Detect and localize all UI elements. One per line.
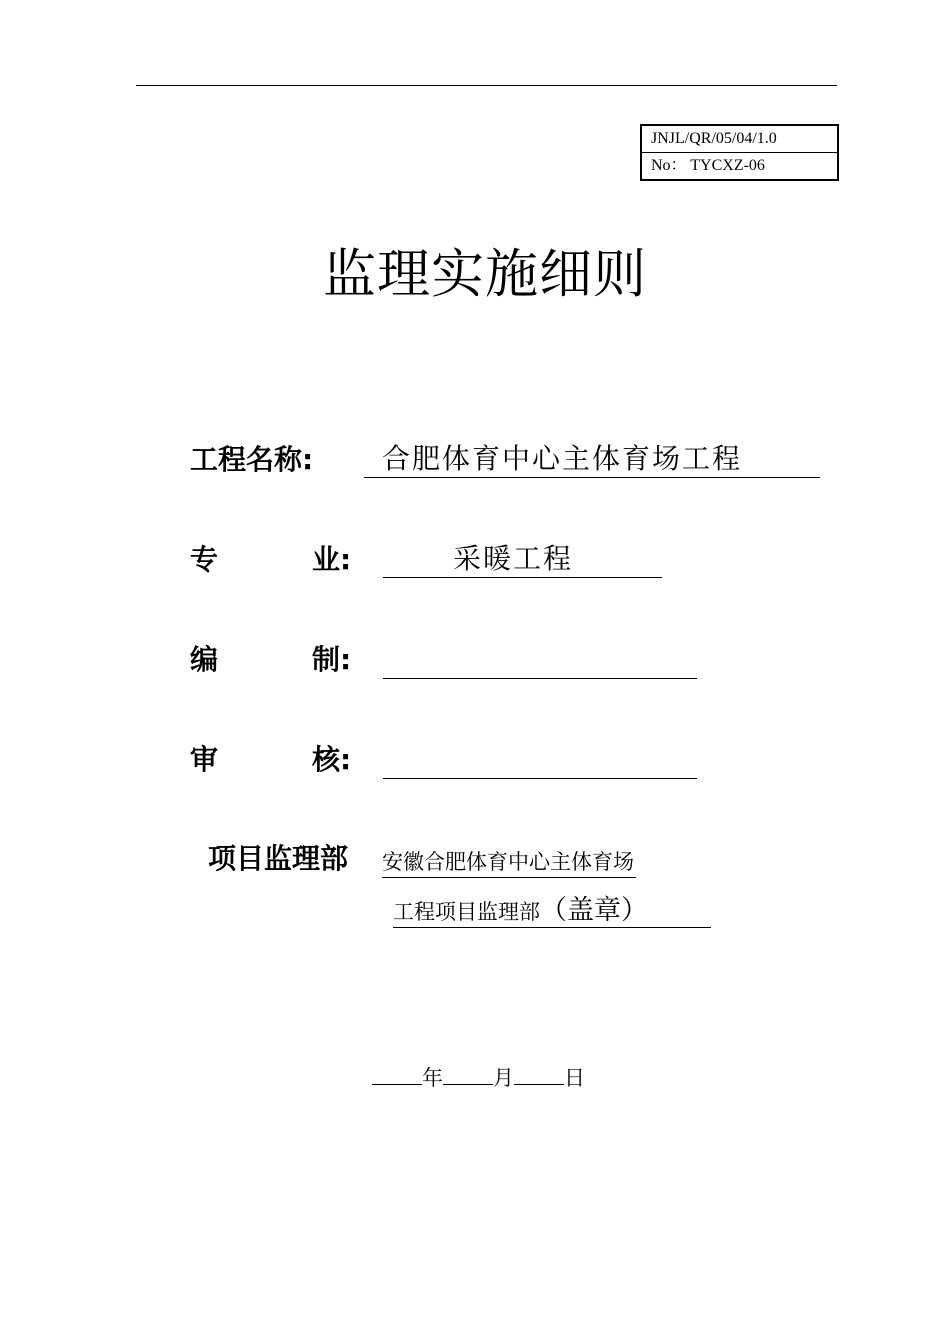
year-label: 年 (422, 1066, 443, 1090)
department-label: 项目监理部 (208, 842, 349, 875)
reviewed-by-field (383, 740, 697, 779)
seal-note: （盖章） (540, 895, 648, 926)
month-blank (443, 1062, 493, 1085)
document-number: No： TYCXZ-06 (642, 152, 837, 179)
document-title: 监理实施细则 (323, 244, 647, 305)
year-blank (372, 1062, 422, 1085)
reviewed-by-label-first: 审 (190, 743, 219, 776)
specialty-label-first: 专 (190, 543, 219, 576)
department-name-text: 工程项目监理部 (393, 900, 540, 924)
project-name-value: 合肥体育中心主体育场工程 (364, 440, 820, 478)
day-label: 日 (564, 1066, 585, 1090)
department-name-line1: 安徽合肥体育中心主体育场 (382, 847, 636, 878)
day-blank (514, 1062, 564, 1085)
compiled-by-field (383, 640, 697, 679)
compiled-by-label-second: 制: (312, 643, 352, 676)
header-rule (136, 85, 837, 86)
document-code-box (640, 124, 839, 181)
compiled-by-label-first: 编 (190, 643, 219, 676)
department-name-line2 (393, 896, 711, 928)
document-code: JNJL/QR/05/04/1.0 (651, 130, 777, 147)
reviewed-by-label-second: 核: (312, 743, 352, 776)
specialty-value: 采暖工程 (383, 540, 662, 578)
month-label: 月 (493, 1066, 514, 1090)
project-name-label: 工程名称: (190, 443, 314, 476)
date-line (372, 1062, 585, 1093)
specialty-label-second: 业: (312, 543, 352, 576)
